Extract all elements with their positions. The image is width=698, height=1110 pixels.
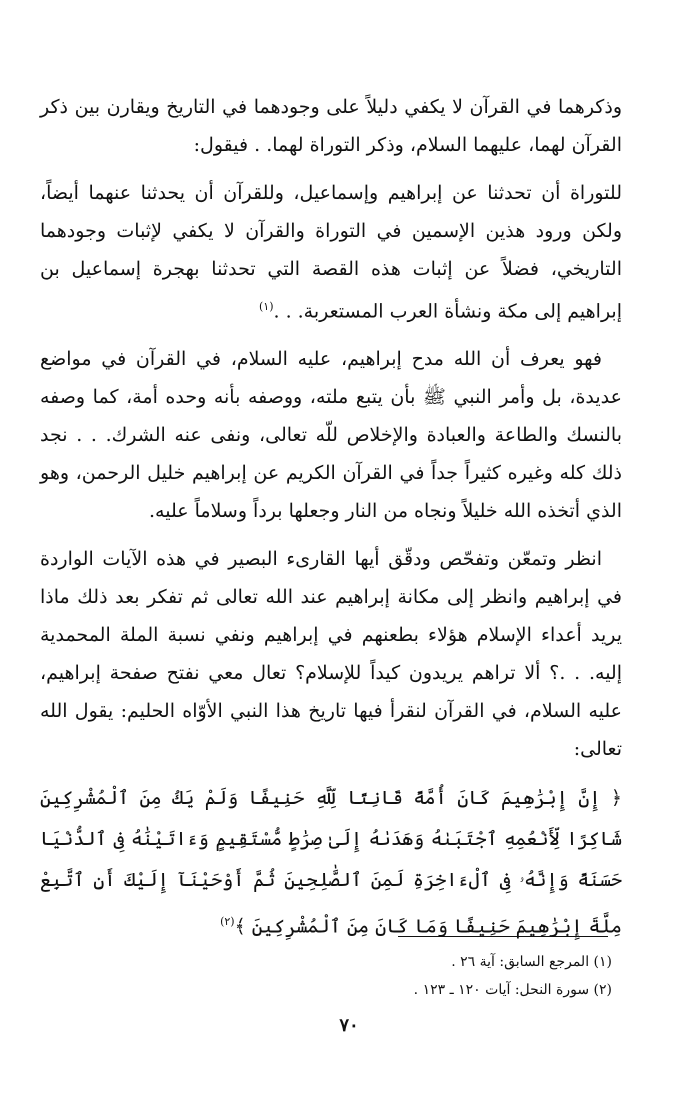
footnote-divider [398,936,608,937]
page-number: ٧٠ [339,1015,359,1036]
verse-text: ﴿ إِنَّ إِبْرَٰهِيمَ كَانَ أُمَّةً قَانِتًا لِّلَّهِ حَنِيفًا وَلَمْ يَكُ مِنَ ٱلْمُشْرِكِينَ شَاكِرًا لِّأَنْعُمِهِ ٱجْتَبَىٰهُ وَهَدَىٰهُ إِلَىٰ صِرَٰطٍ مُّسْتَقِيمٍ وَءَاتَيْنَٰهُ فِى ٱلدُّنْيَا حَسَنَةً وَإِنَّهُۥ فِى ٱلْءَاخِرَةِ لَمِنَ ٱلصَّٰلِحِينَ ثُمَّ أَوْحَيْنَآ إِلَيْكَ أَنِ ٱتَّبِعْ مِلَّةَ إِبْرَٰهِيمَ حَنِيفًا وَمَا كَانَ مِنَ ٱلْمُشْرِكِينَ ﴾ [40,787,622,938]
page-body [40,88,622,948]
reflection-paragraph [40,540,622,768]
footnote-ref-2: (٢) [220,915,235,929]
footnote-1: (١) المرجع السابق: آية ٢٦ . [451,954,612,970]
quran-verse [40,778,622,947]
intro-text: وذكرهما في القرآن لا يكفي دليلاً على وجودهما في التاريخ ويقارن بين ذكر القرآن لهما، عليهما السلام، وذكر التوراة لهما. . فيقول: [40,96,622,156]
quoted-paragraph [40,174,622,330]
footnote-ref-1: (١) [258,300,274,313]
footnote-2: (٢) سورة النحل: آيات ١٢٠ ـ ١٢٣ . [413,982,612,998]
quoted-text: للتوراة أن تحدثنا عن إبراهيم وإسماعيل، وللقرآن أن يحدثنا عنهما أيضاً، ولكن ورود هذين الإسمين في التوراة والقرآن لا يكفي لإثبات وجودهما التاريخي، فضلاً عن إثبات هذه القصة التي تحدثنا بهجرة إسماعيل بن إبراهيم إلى مكة ونشأة العرب المستعربة. . . [40,182,622,323]
praise-text: فهو يعرف أن الله مدح إبراهيم، عليه السلام، في القرآن في مواضع عديدة، بل وأمر النبي ﷺ بأن يتبع ملته، ووصفه بأنه وحده أمة، كما وصفه بالنسك والطاعة والعبادة والإخلاص للّه تعالى، ونفى عنه الشرك. . . نجد ذلك كله وغيره كثيراً جداً في القرآن الكريم عن إبراهيم خليل الرحمن، وهو الذي أتخذه الله خليلاً ونجاه من النار وجعلها برداً وسلاماً عليه. [40,348,622,523]
footnotes [60,948,612,1004]
praise-paragraph [40,340,622,530]
reflection-text: انظر وتمعّن وتفحّص ودقّق أيها القارىء البصير في هذه الآيات الواردة في إبراهيم وانظر إلى مكانة إبراهيم عند الله تعالى ثم تفكر بعد ذلك ماذا يريد أعداء الإسلام هؤلاء بطعنهم في إبراهيم ونفي نسبة الملة المحمدية إليه. . .؟ ألا تراهم يريدون كيداً للإسلام؟ تعال معي نفتح صفحة إبراهيم، عليه السلام، في القرآن لنقرأ فيها تاريخ هذا النبي الأوّاه الحليم: يقول الله تعالى: [40,548,622,761]
intro-paragraph [40,88,622,164]
